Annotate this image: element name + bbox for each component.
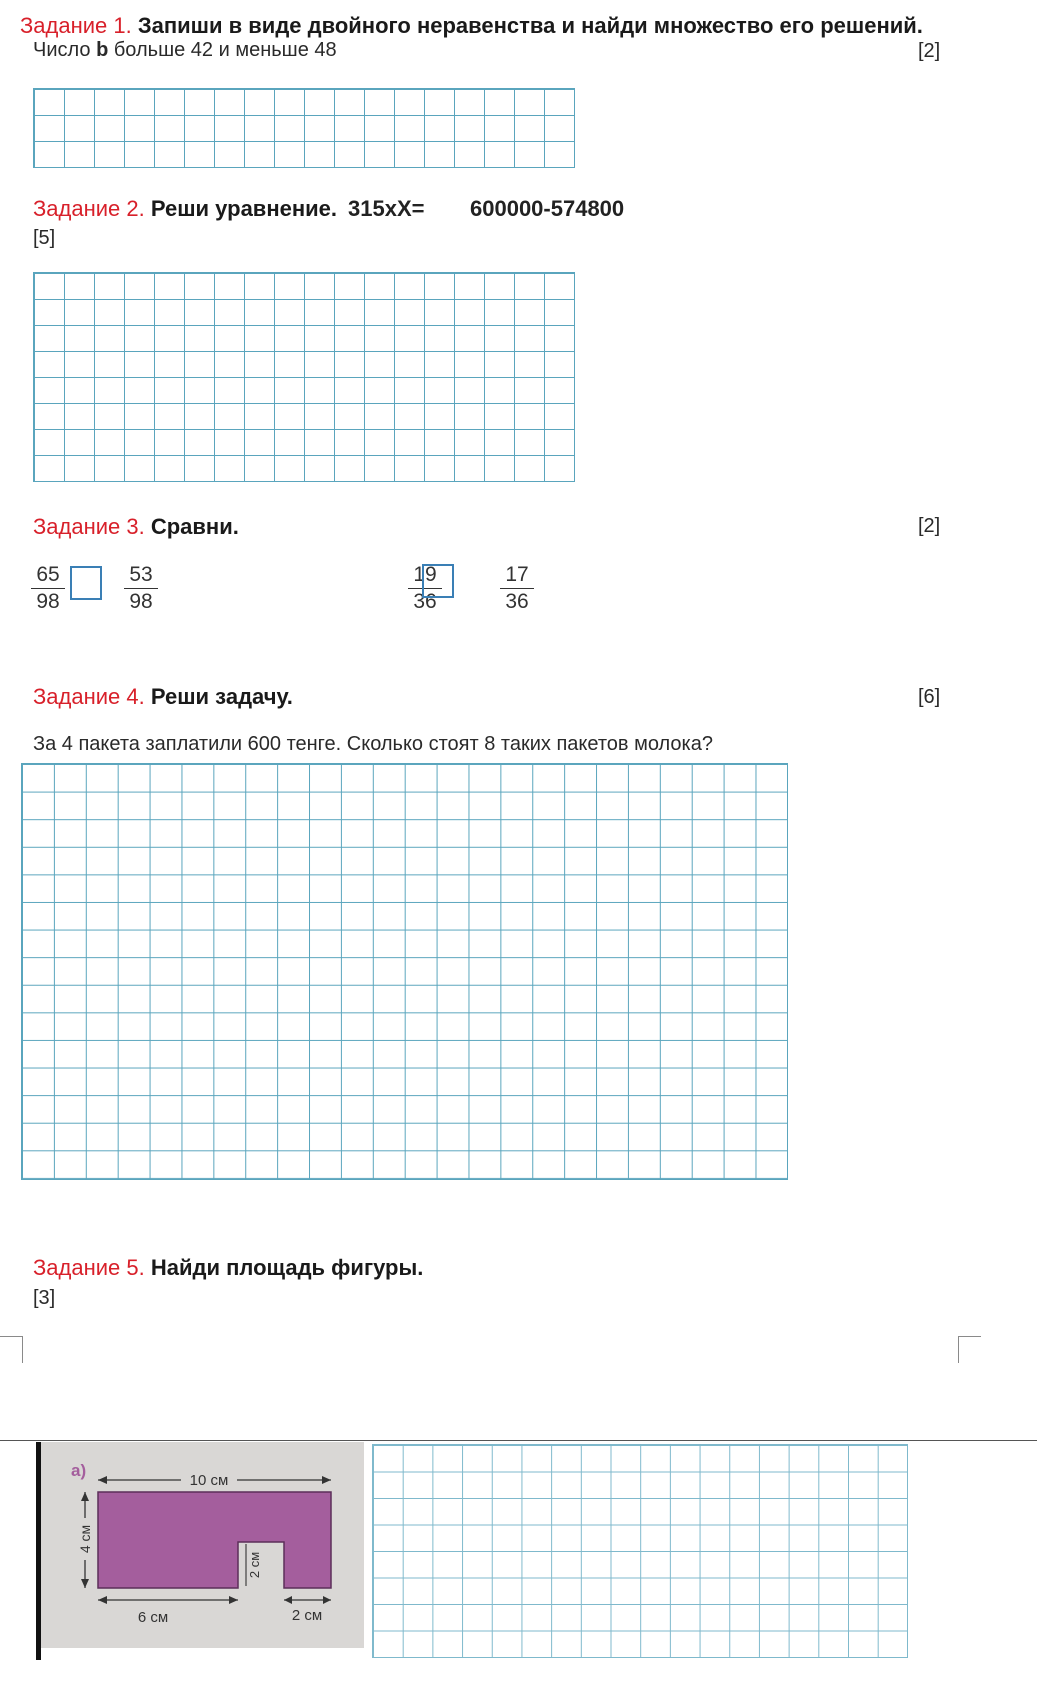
task1-subtext-pre: Число xyxy=(33,39,97,61)
task2-title xyxy=(33,196,337,222)
task2-equation-right: 600000-574800 xyxy=(470,196,625,221)
task5-label: Задание 5. xyxy=(33,1255,145,1280)
fraction-2-denominator: 98 xyxy=(129,590,153,613)
top-arrow-right-icon xyxy=(322,1476,331,1484)
fraction-3-numerator: 19 xyxy=(408,562,442,589)
task2-text: Реши уравнение. xyxy=(144,196,338,221)
left-arrow-up-icon xyxy=(81,1492,89,1501)
task2-label: Задание 2. xyxy=(33,196,145,221)
task3-title xyxy=(33,514,239,540)
bottom-left-arrow-right-icon xyxy=(229,1596,238,1604)
figure-part-label: а) xyxy=(71,1461,87,1480)
fraction-4-denominator: 36 xyxy=(505,590,529,613)
task1-score: [2] xyxy=(918,40,941,62)
task4-answer-grid[interactable] xyxy=(21,763,788,1180)
task1-variable: b xyxy=(96,39,109,61)
top-arrow-left-icon xyxy=(98,1476,107,1484)
task3-score: [2] xyxy=(918,515,941,537)
fraction-1-denominator: 98 xyxy=(36,590,60,613)
bottom-right-arrow-right-icon xyxy=(323,1596,331,1604)
corner-mark-left xyxy=(0,1336,23,1363)
notch-dimension-label: 2 см xyxy=(247,1551,262,1579)
figure-shape xyxy=(98,1492,331,1588)
task1-subtext xyxy=(33,39,337,62)
task5-title xyxy=(33,1255,423,1281)
fraction-2-numerator: 53 xyxy=(124,562,158,589)
fraction-4 xyxy=(500,562,534,615)
corner-mark-right xyxy=(958,1336,981,1363)
fraction-1 xyxy=(31,562,65,615)
fraction-2 xyxy=(124,562,158,615)
bottom-left-arrow-left-icon xyxy=(98,1596,107,1604)
task1-title xyxy=(20,13,923,39)
figure-svg xyxy=(41,1442,364,1648)
task4-title xyxy=(33,684,293,710)
task4-label: Задание 4. xyxy=(33,684,145,709)
task2-score: [5] xyxy=(33,227,56,249)
task1-subtext-post: больше 42 и меньше 48 xyxy=(108,39,337,61)
page-separator xyxy=(0,1440,1037,1441)
bottom-right-dimension-label: 2 см xyxy=(291,1607,323,1624)
compare-box-2[interactable] xyxy=(422,564,454,598)
task1-text: Запиши в виде двойного неравенства и найди множество его решений. xyxy=(131,13,923,38)
task3-label: Задание 3. xyxy=(33,514,145,539)
task2-answer-grid[interactable] xyxy=(33,272,575,482)
task5-answer-grid[interactable] xyxy=(372,1444,908,1658)
fraction-1-numerator: 65 xyxy=(31,562,65,589)
bottom-left-dimension-label: 6 см xyxy=(137,1609,169,1626)
task4-score: [6] xyxy=(918,686,941,708)
top-dimension-label: 10 см xyxy=(189,1472,229,1489)
figure-photo xyxy=(41,1442,364,1648)
task4-text: Реши задачу. xyxy=(144,684,293,709)
task5-text: Найди площадь фигуры. xyxy=(144,1255,424,1280)
task2-equation-left: 315хХ= xyxy=(348,196,425,221)
left-dimension-label: 4 см xyxy=(77,1524,93,1554)
task5-score: [3] xyxy=(33,1287,56,1309)
compare-box-1[interactable] xyxy=(70,566,102,600)
fraction-4-numerator: 17 xyxy=(500,562,534,589)
fraction-3-denominator: 36 xyxy=(413,590,437,613)
bottom-right-arrow-left-icon xyxy=(284,1596,292,1604)
task1-label: Задание 1. xyxy=(20,13,132,38)
left-arrow-down-icon xyxy=(81,1579,89,1588)
task3-text: Сравни. xyxy=(144,514,239,539)
task4-problem: За 4 пакета заплатили 600 тенге. Сколько стоят 8 таких пакетов молока? xyxy=(33,733,713,755)
task1-answer-grid[interactable] xyxy=(33,88,575,168)
